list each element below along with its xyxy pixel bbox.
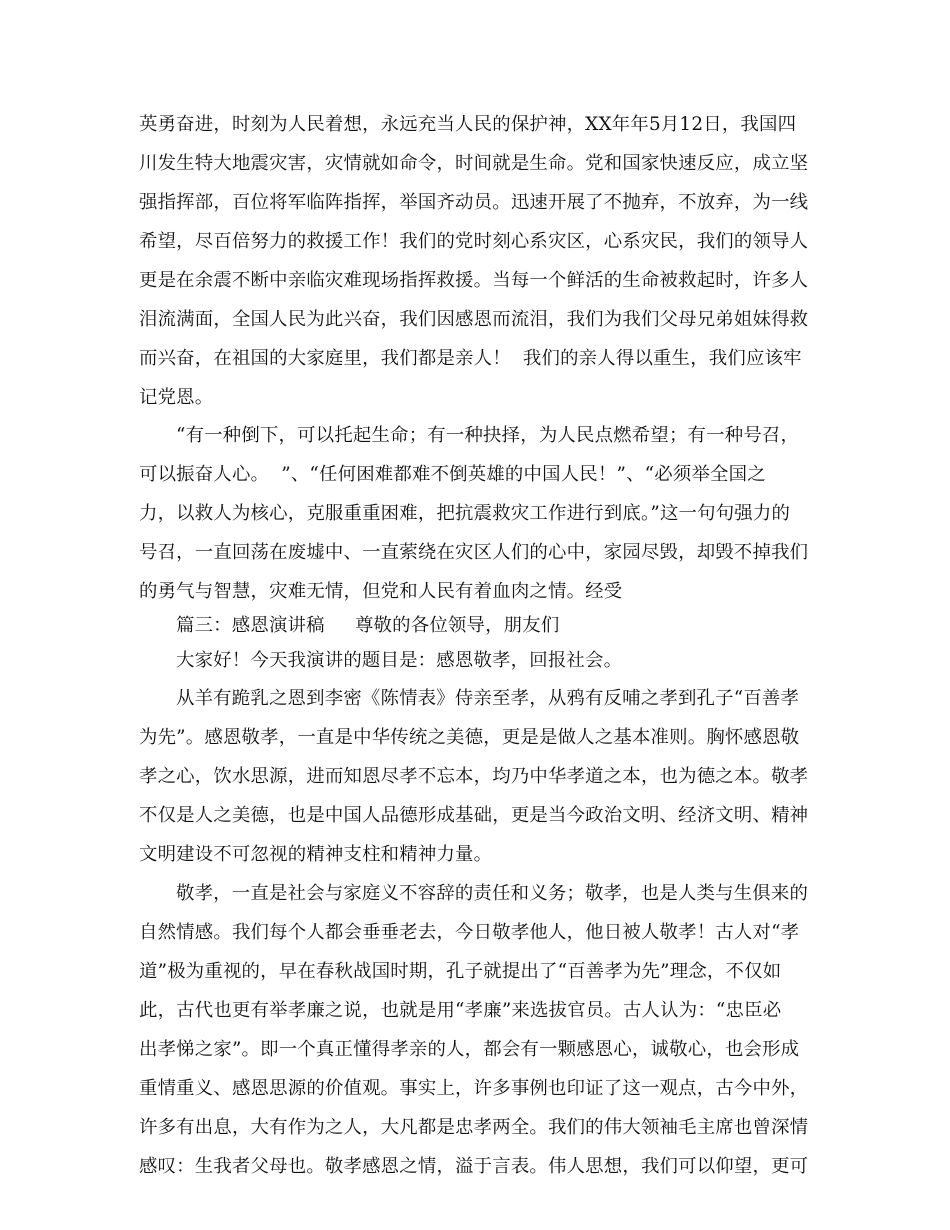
text-line: 力，以救人为核心，克服重重困难，把抗震救灾工作进行到底。”这一句句强力的: [139, 503, 791, 524]
text-line: 道”极为重视的，早在春秋战国时期，孔子就提出了“百善孝为先”理念，不仅如: [139, 961, 782, 982]
text-line: 号召，一直回荡在废墟中、一直萦绕在灾区人们的心中，家园尽毁，却毁不掉我们: [139, 542, 809, 563]
text-line: 强指挥部，百位将军临阵指挥，举国齐动员。迅速开展了不抛弃，不放弃，为一线: [139, 192, 809, 213]
text-line: 英勇奋进，时刻为人民着想，永远充当人民的保护神，XX年年5月12日，我国四: [139, 114, 797, 135]
text-line: 自然情感。我们每个人都会垂垂老去，今日敬孝他人，他日被人敬孝！古人对“孝: [139, 922, 800, 943]
text-line: 的勇气与智慧，灾难无情，但党和人民有着血肉之情。经受: [139, 581, 623, 602]
text-line: 出孝悌之家”。即一个真正懂得孝亲的人，都会有一颗感恩心，诚敬心，也会形成: [139, 1039, 800, 1060]
text-line: 希望，尽百倍努力的救援工作！我们的党时刻心系灾区，心系灾民，我们的领导人: [139, 231, 809, 252]
text-line: 泪流满面，全国人民为此兴奋，我们因感恩而流泪，我们为我们父母兄弟姐妹得救: [139, 309, 809, 330]
text-line: 敬孝，一直是社会与家庭义不容辞的责任和义务；敬孝，也是人类与生俱来的: [176, 883, 809, 904]
text-line: 文明建设不可忽视的精神支柱和精神力量。: [139, 844, 493, 865]
text-line: 从羊有跪乳之恩到李密《陈情表》侍亲至孝，从鸦有反哺之孝到孔子“百善孝: [176, 688, 800, 709]
text-line: 许多有出息，大有作为之人，大凡都是忠孝两全。我们的伟大领袖毛主席也曾深情: [139, 1117, 809, 1138]
text-line: 不仅是人之美德，也是中国人品德形成基础，更是当今政治文明、经济文明、精神: [139, 805, 809, 826]
text-line: 记党恩。: [139, 387, 214, 408]
text-line: 更是在余震不断中亲临灾难现场指挥救援。当每一个鲜活的生命被救起时，许多人: [139, 270, 809, 291]
text-line: 大家好！今天我演讲的题目是：感恩敬孝，回报社会。: [176, 650, 623, 671]
text-line: 而兴奋，在祖国的大家庭里，我们都是亲人！ 我们的亲人得以重生，我们应该牢: [139, 348, 802, 369]
text-line: 孝之心，饮水思源，进而知恩尽孝不忘本，均乃中华孝道之本，也为德之本。敬孝: [139, 766, 809, 787]
text-line: 川发生特大地震灾害，灾情就如命令，时间就是生命。党和国家快速反应，成立坚: [139, 153, 809, 174]
text-line: 为先”。感恩敬孝，一直是中华传统之美德，更是是做人之基本准则。胸怀感恩敬: [139, 727, 800, 748]
text-line: 可以振奋人心。 ”、“任何困难都难不倒英雄的中国人民！”、“必须举全国之: [139, 464, 766, 485]
text-line: “有一种倒下，可以托起生命；有一种抉择，为人民点燃希望；有一种号召，: [176, 425, 800, 446]
text-line: 重情重义、感恩思源的价值观。事实上，许多事例也印证了这一观点，古今中外，: [139, 1078, 809, 1099]
text-line: 此，古代也更有举孝廉之说，也就是用“孝廉”来选拔官员。古人认为：“忠臣必: [139, 1000, 782, 1021]
section-heading: 篇三：感恩演讲稿 尊敬的各位领导，朋友们: [176, 615, 560, 636]
text-line: 感叹：生我者父母也。敬孝感恩之情，溢于言表。伟人思想，我们可以仰望，更可: [139, 1156, 809, 1177]
